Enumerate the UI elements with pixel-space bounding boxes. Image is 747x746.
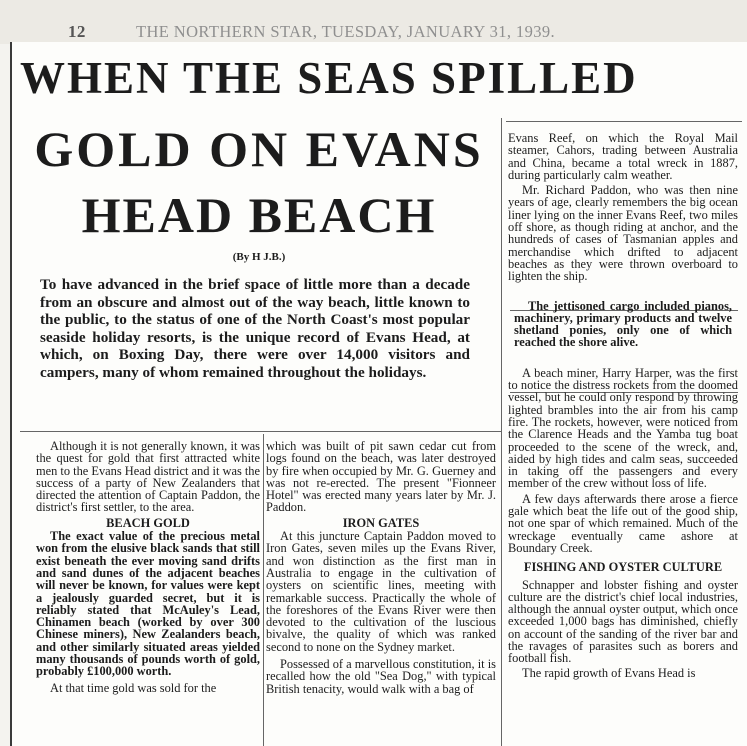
intro-paragraph: To have advanced in the brief space of little more than a decade from an obscure and almost out of the way beach, little known to the public, to the status of one of the North Coast's most popular seaside holiday resorts, is the unique record of Evans Head, at which, on Boxing Day, there were over 14,000 visitors and campers, many of whom remained throughout the holidays.	[40, 276, 470, 381]
paragraph: which was built of pit sawn cedar cut from logs found on the beach, was later destroyed by fire when occupied by Mr. G. Guerney and was not re-erected. The present "Fionneer Hotel" was erected many years later by Mr. J. Paddon.	[266, 439, 496, 515]
masthead: THE NORTHERN STAR, TUESDAY, JANUARY 31, 1939.	[136, 22, 556, 41]
paragraph: The rapid growth of Evans Head is	[522, 665, 696, 680]
paragraph: Mr. Richard Paddon, who was then nine years of age, clearly remembers the big ocean liner lying on the inner Evans Reef, two miles off shore, as though riding at anchor, and the hundreds of cases of Tasmanian apples and merchandise which drifted to adjacent beaches as they were thrown overboard to lighten the ship.	[508, 183, 738, 284]
column-divider-right	[501, 118, 502, 746]
article-column-1	[36, 440, 260, 694]
paragraph: Schnapper and lobster fishing and oyster culture are the district's chief local industries, although the annual oyster output, which once exceeded 1,000 bags has diminished, chiefly on account of the sanding of the river bar and the ravages of parasites such as borers and football fish.	[508, 577, 738, 666]
paragraph: Evans Reef, on which the Royal Mail steamer, Cahors, trading between Australia and China, became a total wreck in 1887, during particularly calm weather.	[508, 131, 738, 182]
headline-line-3: HEAD BEACH	[81, 187, 437, 243]
paragraph: At that time gold was sold for the	[50, 680, 217, 695]
subheading: IRON GATES	[342, 515, 420, 530]
page-number: 12	[68, 22, 86, 41]
paragraph: A few days afterwards there arose a fierce gale which beat the life out of the good ship, not one spar of which remained. Much of the wreckage eventually came ashore at Boundary Creek.	[508, 491, 738, 555]
page-header	[0, 0, 747, 44]
byline: (By H J.B.)	[232, 251, 286, 263]
article-column-2	[266, 440, 496, 695]
pull-quote: The jettisoned cargo included pianos, machinery, primary products and twelve shetland ponies, only one of which reached the shore alive.	[514, 298, 732, 350]
article-column-3	[508, 132, 738, 679]
paragraph: Possessed of a marvellous constitution, it is recalled how the old "Sea Dog," with typical British tenacity, would walk with a bag of	[266, 657, 496, 696]
column-divider-left	[263, 434, 264, 746]
headline-line-2: GOLD ON EVANS	[34, 121, 484, 177]
headline-line-1: WHEN THE SEAS SPILLED	[20, 53, 638, 103]
subheading: BEACH GOLD	[106, 515, 190, 530]
paragraph: A beach miner, Harry Harper, was the first to notice the distress rockets from the doomed vessel, but he could only respond by throwing lighted brambles into the air from his camp fire. The rockets, however, were noticed from the Clarence Heads and the Yamba tug boat proceeded to the scene of the wreck, and, aided by high tides and calm seas, succeeded in taking off the passengers and every member of the crew without loss of life.	[508, 365, 738, 491]
column3-top-rule	[506, 121, 742, 122]
paragraph: The exact value of the precious metal won from the elusive black sands that still exist beneath the ever moving sand drifts and sand dunes of the adjacent beaches will never be known, for values were kept a jealously guarded secret, but it is reliably stated that McAuley's Lead, Chinamen beach (worked by over 300 Chinese miners), New Zealanders beach, and other similarly situated areas yielded many thousands of pounds worth of gold, probably £100,000 worth.	[36, 529, 260, 679]
paragraph: At this juncture Captain Paddon moved to Iron Gates, seven miles up the Evans River, and won distinction as the first man in Australia to engage in the cultivation of oysters on scientific lines, meeting with remarkable success. Practically the whole of the foreshores of the Evans River were then devoted to the cultivation of the luscious bivalve, the quality of which was ranked second to none on the Sydney market.	[266, 529, 496, 654]
intro-divider	[20, 431, 501, 432]
paragraph: Although it is not generally known, it was the quest for gold that first attracted white men to the Evans Head district and it was the success of a party of New Zealanders that directed the attention of Captain Paddon, the district's first settler, to the area.	[36, 439, 261, 515]
subheading: FISHING AND OYSTER CULTURE	[523, 560, 723, 575]
